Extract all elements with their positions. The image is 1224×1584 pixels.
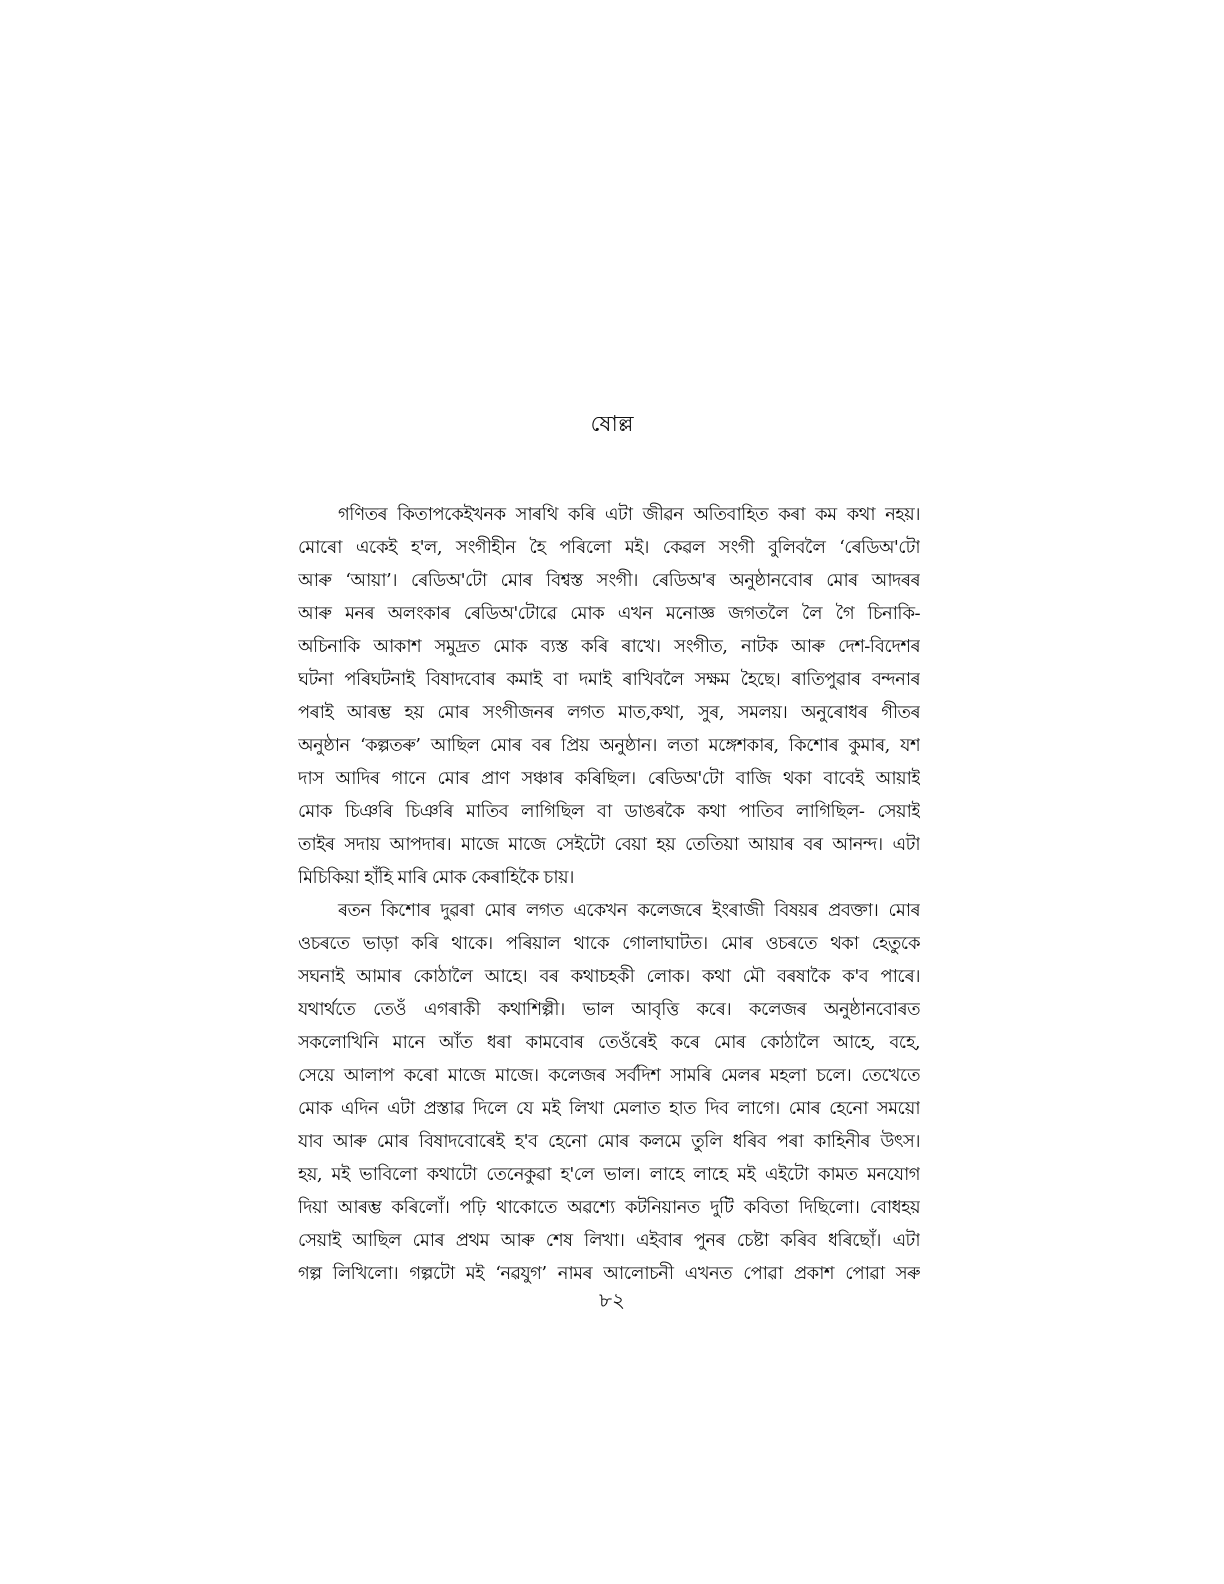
chapter-title: ষোল্ল [590, 412, 634, 437]
text-line: ওচৰতে ভাড়া কৰি থাকে। পৰিয়াল থাকে গোলাঘাটত। মোৰ ওচৰতে থকা হেতুকে [298, 933, 920, 954]
text-line: যথাৰ্থতে তেওঁ এগৰাকী কথাশিল্পী। ভাল আবৃত্তি কৰে। কলেজৰ অনুষ্ঠানবোৰত [298, 999, 920, 1020]
text-line: মিচিকিয়া হাঁহি মাৰি মোক কেৰাহিকৈ চায়। [298, 867, 574, 888]
text-line: তাইৰ সদায় আপদাৰ। মাজে মাজে সেইটো বেয়া হয় তেতিয়া আয়াৰ বৰ আনন্দ। এটা [298, 834, 920, 855]
text-line: আৰু ‘আয়া’। ৰেডিঅ'টো মোৰ বিশ্বস্ত সংগী। ৰেডিঅ'ৰ অনুষ্ঠানবোৰ মোৰ আদৰৰ [298, 570, 920, 591]
text-line: মোক চিঞৰি চিঞৰি মাতিব লাগিছিল বা ডাঙৰকৈ কথা পাতিব লাগিছিল- সেয়াই [298, 801, 920, 822]
text-line: দিয়া আৰম্ভ কৰিলোঁ। পঢ়ি থাকোতে অৱশ্যে কটনিয়ানত দুটি কবিতা দিছিলো। বোধহয় [298, 1197, 920, 1218]
paragraph-2 [298, 894, 920, 1290]
text-line: আৰু মনৰ অলংকাৰ ৰেডিঅ'টোৱে মোক এখন মনোজ্ঞ জগতলৈ লৈ গৈ চিনাকি- [298, 603, 920, 624]
text-line: দাস আদিৰ গানে মোৰ প্ৰাণ সঞ্চাৰ কৰিছিল। ৰেডিঅ'টো বাজি থকা বাবেই আয়াই [298, 768, 920, 789]
paragraph-1 [298, 498, 920, 894]
body-text [298, 498, 920, 1290]
text-line: যাব আৰু মোৰ বিষাদবোৰেই হ'ব হেনো মোৰ কলমে তুলি ধৰিব পৰা কাহিনীৰ উৎস। [298, 1131, 920, 1152]
text-line: গণিতৰ কিতাপকেইখনক সাৰথি কৰি এটা জীৱন অতিবাহিত কৰা কম কথা নহয়। [338, 504, 920, 525]
text-line: মোৰো একেই হ'ল, সংগীহীন হৈ পৰিলো মই। কেৱল সংগী বুলিবলৈ ‘ৰেডিঅ'টো [298, 537, 920, 558]
page-number: ৮২ [599, 1288, 625, 1312]
text-line: পৰাই আৰম্ভ হয় মোৰ সংগীজনৰ লগত মাত,কথা, সুৰ, সমলয়। অনুৰোধৰ গীতৰ [298, 702, 920, 723]
text-line: হয়, মই ভাবিলো কথাটো তেনেকুৱা হ'লে ভাল। লাহে লাহে মই এইটো কামত মনযোগ [298, 1164, 920, 1185]
text-line: ৰতন কিশোৰ দুৱৰা মোৰ লগত একেখন কলেজৰে ইংৰাজী বিষয়ৰ প্ৰবক্তা। মোৰ [338, 900, 920, 921]
text-line: অচিনাকি আকাশ সমুদ্ৰত মোক ব্যস্ত কৰি ৰাখে। সংগীত, নাটক আৰু দেশ-বিদেশৰ [298, 636, 920, 657]
text-line: সেয়ে আলাপ কৰো মাজে মাজে। কলেজৰ সৰ্বদিশ সামৰি মেলৰ মহলা চলে। তেখেতে [298, 1065, 920, 1086]
text-line: সঘনাই আমাৰ কোঠালৈ আহে। বৰ কথাচহকী লোক। কথা মৌ বৰষাকৈ ক'ব পাৰে। [298, 966, 920, 987]
text-line: সকলোখিনি মানে আঁত ধৰা কামবোৰ তেওঁৰেই কৰে মোৰ কোঠালৈ আহে, বহে, [298, 1032, 920, 1053]
text-line: ঘটনা পৰিঘটনাই বিষাদবোৰ কমাই বা দমাই ৰাখিবলৈ সক্ষম হৈছে। ৰাতিপুৱাৰ বন্দনাৰ [298, 669, 920, 690]
text-line: অনুষ্ঠান ‘কল্পতৰু’ আছিল মোৰ বৰ প্ৰিয় অনুষ্ঠান। লতা মঙ্গেশকাৰ, কিশোৰ কুমাৰ, যশ [298, 735, 920, 756]
text-line: মোক এদিন এটা প্ৰস্তাৱ দিলে যে মই লিখা মেলাত হাত দিব লাগে। মোৰ হেনো সময়ো [298, 1098, 920, 1119]
text-line: সেয়াই আছিল মোৰ প্ৰথম আৰু শেষ লিখা। এইবাৰ পুনৰ চেষ্টা কৰিব ধৰিছোঁ। এটা [298, 1230, 920, 1251]
text-line: গল্প লিখিলো। গল্পটো মই ‘নৱযুগ’ নামৰ আলোচনী এখনত পোৱা প্ৰকাশ পোৱা সৰু [298, 1263, 920, 1284]
